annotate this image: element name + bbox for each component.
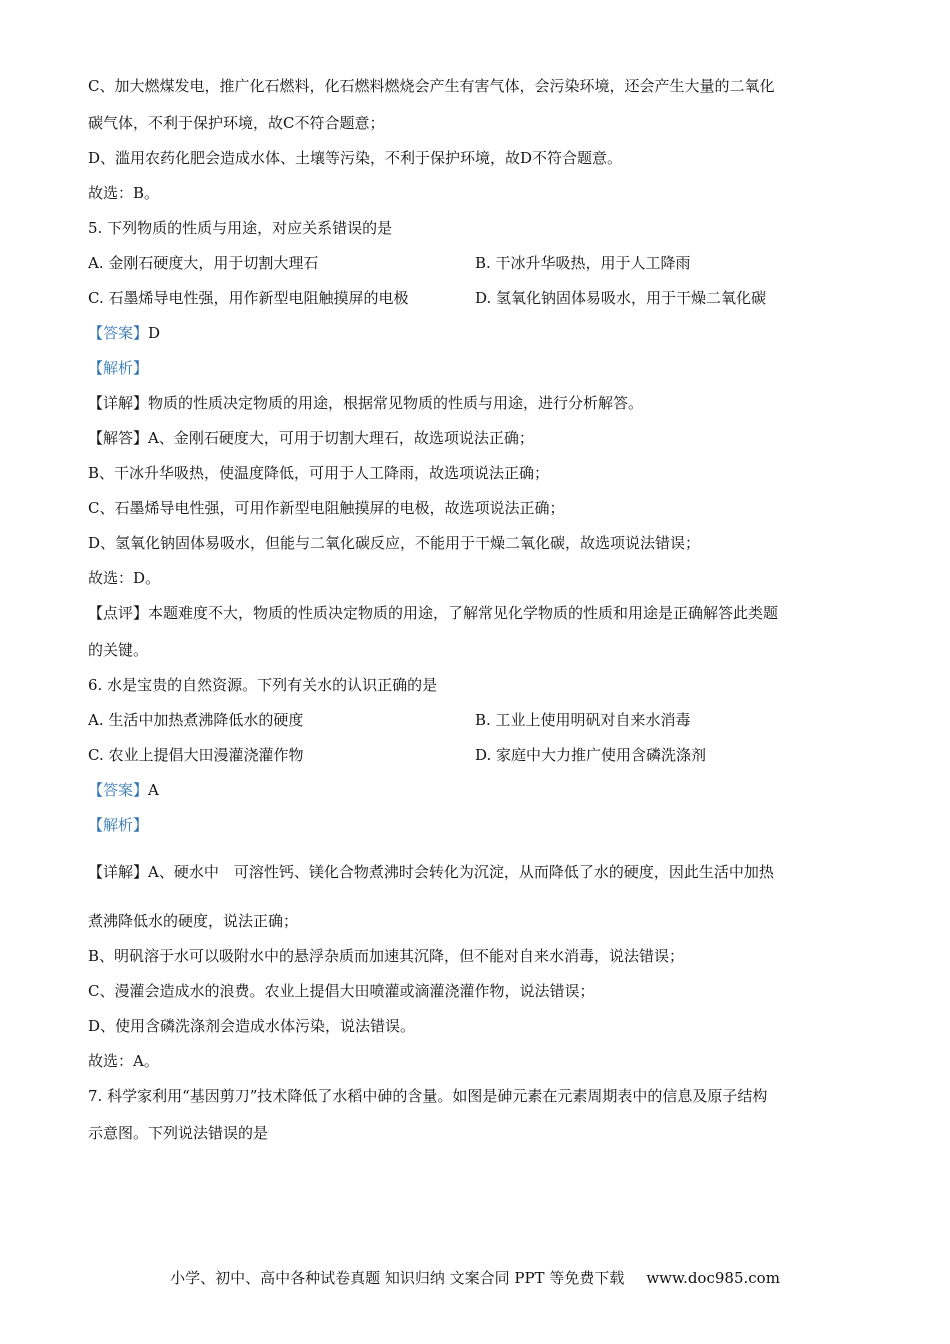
q4-choice: 故选：B。 bbox=[88, 184, 160, 202]
q5-solution-d: D、氢氧化钠固体易吸水，但能与二氧化碳反应，不能用于干燥二氧化碳，故选项说法错误； bbox=[88, 534, 701, 552]
q5-stem: 5. 下列物质的性质与用途，对应关系错误的是 bbox=[88, 219, 393, 237]
q5-answer: D bbox=[148, 324, 161, 342]
q7-stem-line2: 示意图。下列说法错误的是 bbox=[88, 1124, 269, 1142]
q4-option-d-line: D、滥用农药化肥会造成水体、土壤等污染，不利于保护环境，故D不符合题意。 bbox=[88, 149, 623, 167]
q6-detail-line1: A、硬水中 可溶性钙、镁化合物煮沸时会转化为沉淀，从而降低了水的硬度，因此生活中加热 bbox=[148, 863, 774, 881]
q4-option-c-line2: 碳气体，不利于保护环境，故C不符合题意； bbox=[88, 114, 385, 132]
q5-solution-tag: 【解答】 bbox=[88, 429, 149, 447]
q5-solution-b: B、干冰升华吸热，使温度降低，可用于人工降雨，故选项说法正确； bbox=[88, 464, 550, 482]
q5-solution-c: C、石墨烯导电性强，可用作新型电阻触摸屏的电极，故选项说法正确； bbox=[88, 499, 565, 517]
q6-option-a: A. 生活中加热煮沸降低水的硬度 bbox=[88, 711, 304, 729]
q6-stem: 6. 水是宝贵的自然资源。下列有关水的认识正确的是 bbox=[88, 676, 438, 694]
q6-detail-row bbox=[88, 862, 774, 882]
q5-option-c: C. 石墨烯导电性强，用作新型电阻触摸屏的电极 bbox=[88, 289, 409, 307]
q5-solution-row bbox=[88, 428, 534, 448]
q5-detail-tag: 【详解】 bbox=[88, 394, 149, 412]
q6-analysis-tag: 【解析】 bbox=[88, 816, 149, 834]
q6-answer-tag: 【答案】 bbox=[88, 781, 149, 799]
q6-option-b: B. 工业上使用明矾对自来水消毒 bbox=[475, 711, 691, 729]
q5-option-b: B. 干冰升华吸热，用于人工降雨 bbox=[475, 254, 691, 272]
q5-detail: 物质的性质决定物质的用途，根据常见物质的性质与用途，进行分析解答。 bbox=[148, 394, 644, 412]
q5-answer-tag: 【答案】 bbox=[88, 324, 149, 342]
q5-answer-row bbox=[88, 323, 160, 343]
q6-detail-line2: 煮沸降低水的硬度，说法正确； bbox=[88, 912, 299, 930]
q6-detail-d: D、使用含磷洗涤剂会造成水体污染，说法错误。 bbox=[88, 1017, 416, 1035]
q5-detail-row bbox=[88, 393, 643, 413]
q6-detail-tag: 【详解】 bbox=[88, 863, 149, 881]
q5-option-a: A. 金刚石硬度大，用于切割大理石 bbox=[88, 254, 319, 272]
q5-choice: 故选：D。 bbox=[88, 569, 161, 587]
q6-detail-c: C、漫灌会造成水的浪费。农业上提倡大田喷灌或滴灌浇灌作物，说法错误； bbox=[88, 982, 595, 1000]
q4-option-c-line1: C、加大燃煤发电，推广化石燃料，化石燃料燃烧会产生有害气体，会污染环境，还会产生大量的二氧化 bbox=[88, 77, 775, 95]
q5-comment-row bbox=[88, 603, 778, 623]
q6-detail-b: B、明矾溶于水可以吸附水中的悬浮杂质而加速其沉降，但不能对自来水消毒，说法错误； bbox=[88, 947, 685, 965]
q5-option-d: D. 氢氧化钠固体易吸水，用于干燥二氧化碳 bbox=[475, 289, 767, 307]
q5-comment-tag: 【点评】 bbox=[88, 604, 149, 622]
footer-url-link[interactable]: www.doc985.com bbox=[646, 1269, 780, 1287]
q5-solution-a: A、金刚石硬度大，可用于切割大理石，故选项说法正确； bbox=[148, 429, 534, 447]
q5-analysis-tag: 【解析】 bbox=[88, 359, 149, 377]
q6-answer-row bbox=[88, 780, 159, 800]
q6-answer: A bbox=[148, 781, 159, 799]
q6-choice: 故选：A。 bbox=[88, 1052, 159, 1070]
q5-comment-line2: 的关键。 bbox=[88, 641, 149, 659]
q7-stem-line1: 7. 科学家利用“基因剪刀”技术降低了水稻中砷的含量。如图是砷元素在元素周期表中的信息及原子结构 bbox=[88, 1087, 768, 1105]
footer-text: 小学、初中、高中各种试卷真题 知识归纳 文案合同 PPT 等免费下载 bbox=[170, 1269, 625, 1287]
q6-option-c: C. 农业上提倡大田漫灌浇灌作物 bbox=[88, 746, 304, 764]
q5-comment-line1: 本题难度不大，物质的性质决定物质的用途，了解常见化学物质的性质和用途是正确解答此类题 bbox=[148, 604, 779, 622]
q6-option-d: D. 家庭中大力推广使用含磷洗涤剂 bbox=[475, 746, 707, 764]
page-footer bbox=[0, 1268, 950, 1288]
